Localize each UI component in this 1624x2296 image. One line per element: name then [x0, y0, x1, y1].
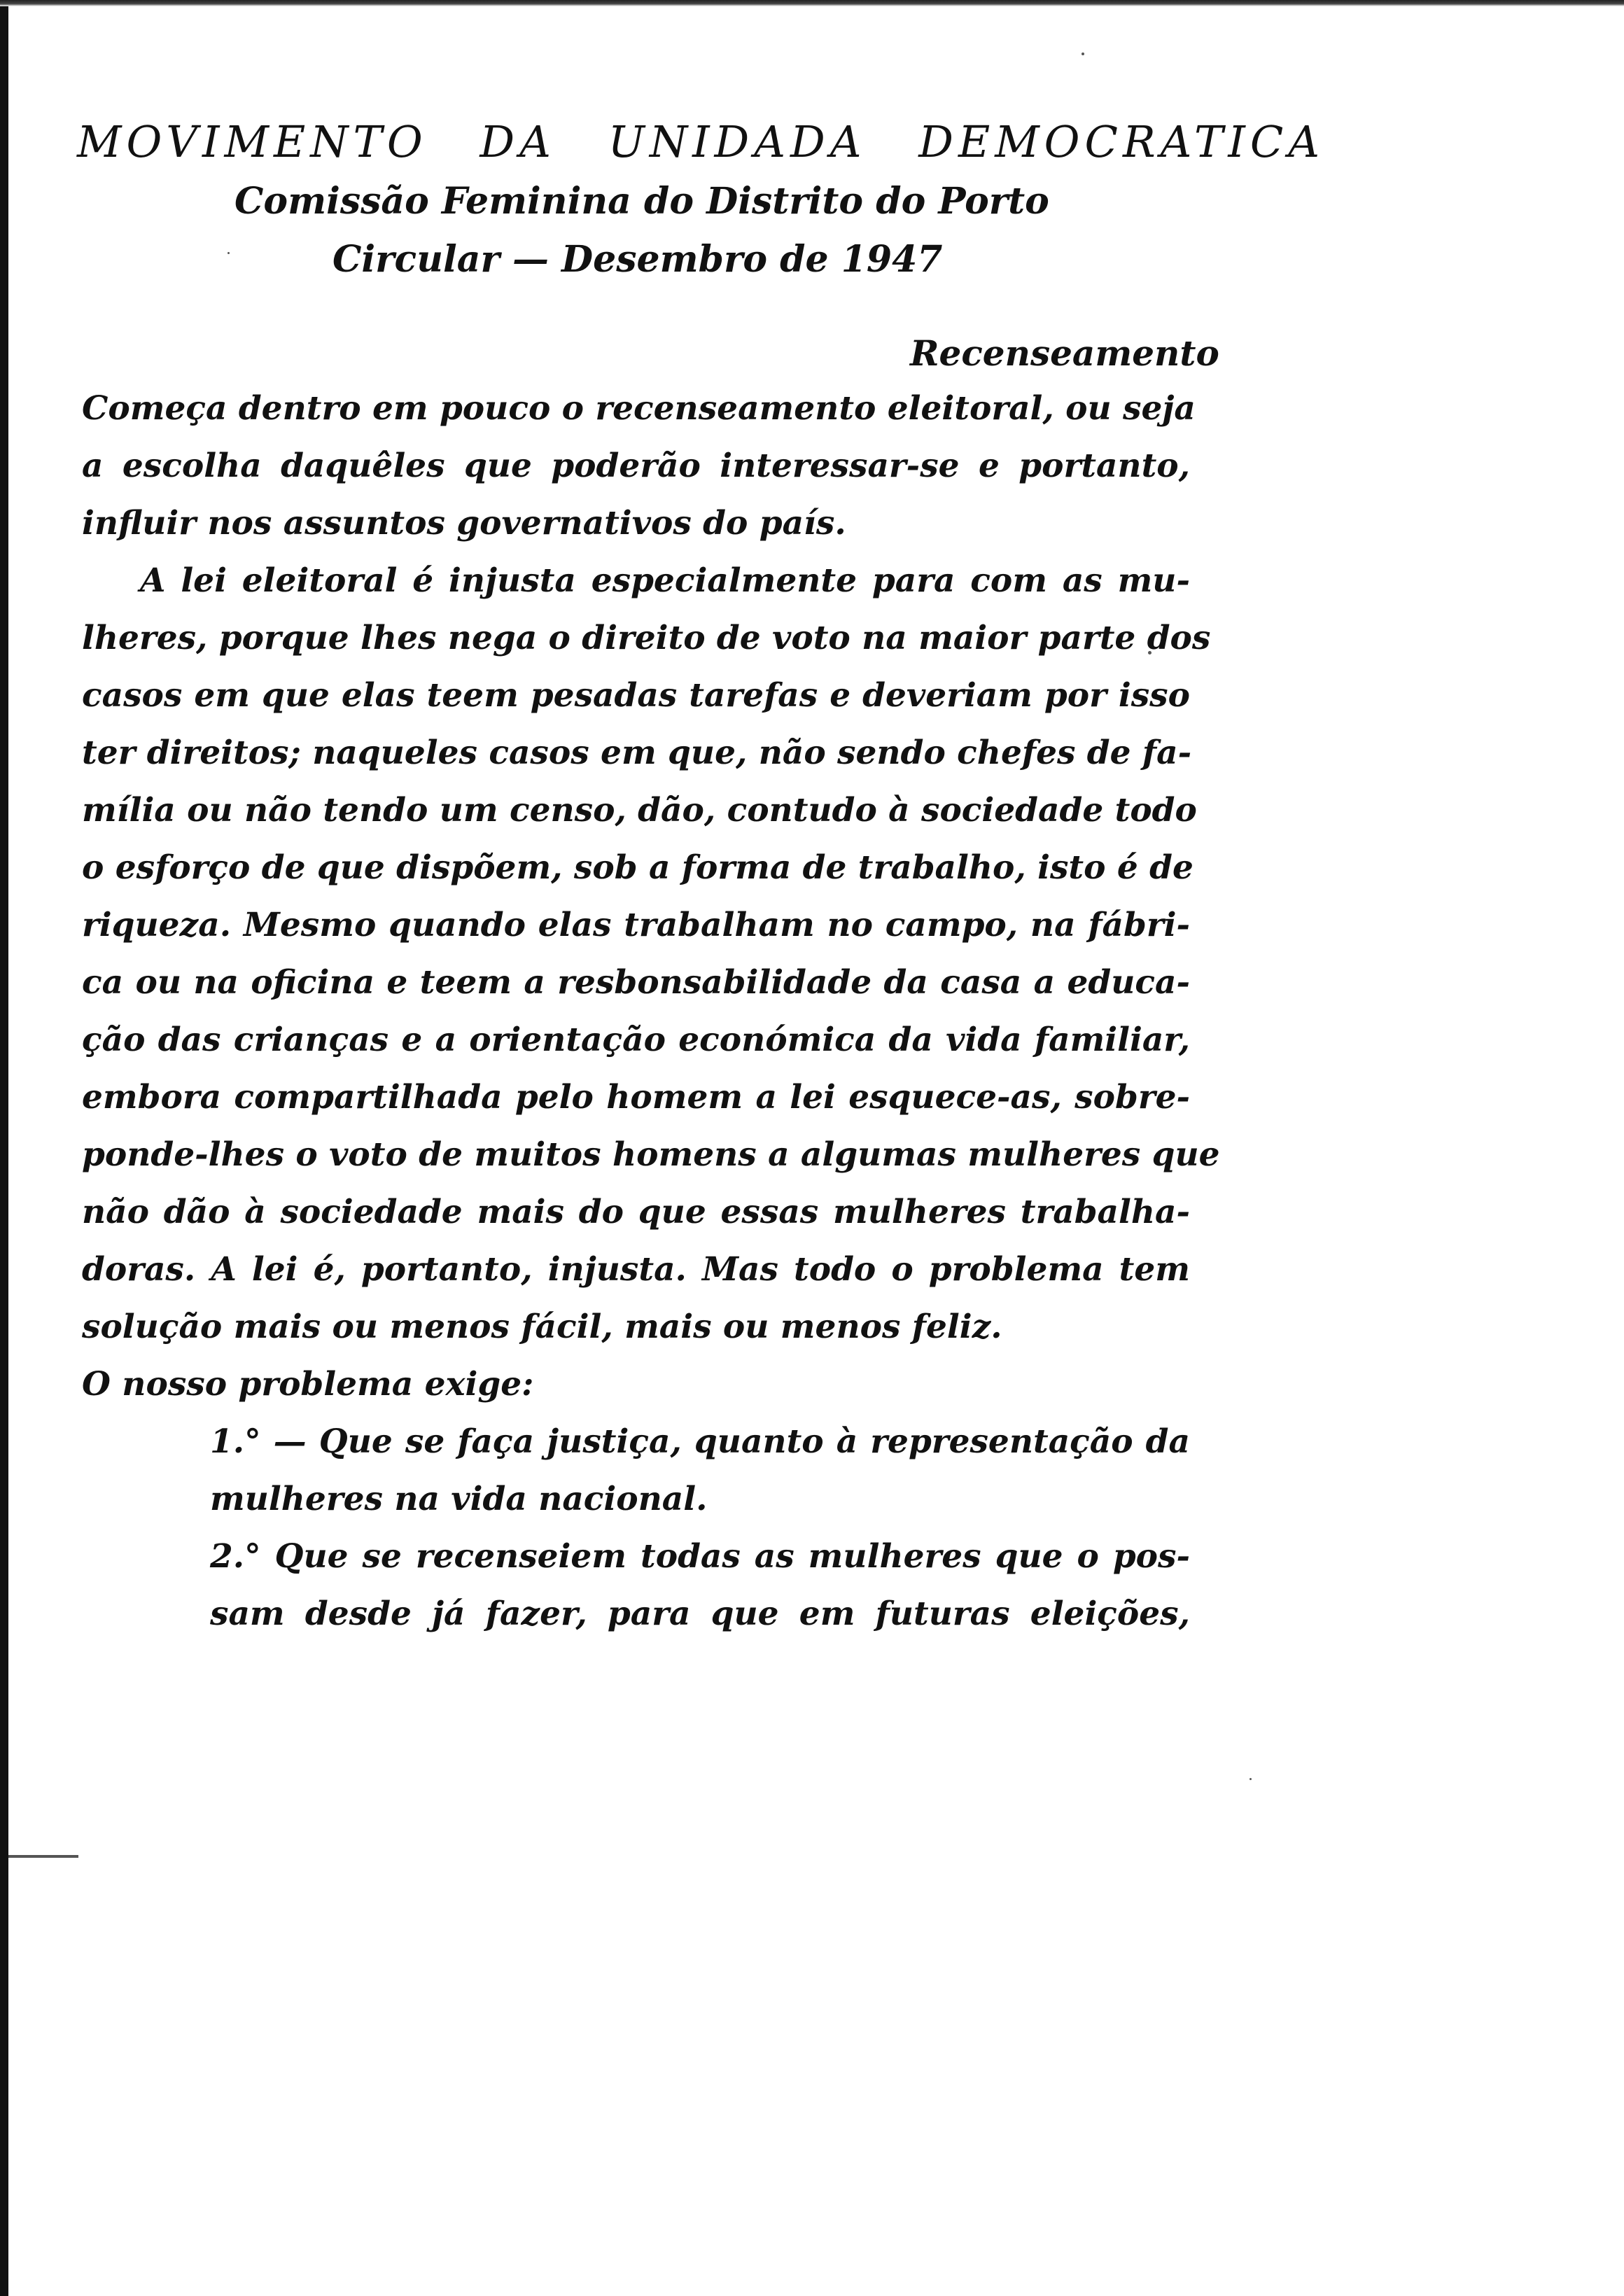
paragraph-line: mília ou não tendo um censo, dão, contudo à sociedade todo: [82, 791, 1197, 830]
commission-subtitle: Comissão Feminina do Distrito do Porto: [234, 180, 1049, 223]
paragraph-line: lheres, porque lhes nega o direito de voto na maior parte dos: [82, 619, 1211, 657]
paragraph-line: não dão à sociedade mais do que essas mulheres trabalha-: [82, 1193, 1190, 1231]
paragraph-line: A lei eleitoral é injusta especialmente para com as mu-: [140, 561, 1190, 600]
paragraph-line: o esforço de que dispõem, sob a forma de trabalho, isto é de: [82, 848, 1194, 887]
paragraph-line: ponde-lhes o voto de muitos homens a algumas mulheres que: [82, 1135, 1220, 1174]
circular-date-line: Circular — Desembro de 1947: [332, 238, 943, 281]
paragraph-line: doras. A lei é, portanto, injusta. Mas todo o problema tem: [82, 1250, 1190, 1289]
list-item-line: 2.° Que se recenseiem todas as mulheres que o pos-: [210, 1537, 1190, 1576]
paragraph-line: casos em que elas teem pesadas tarefas e deveriam por isso: [82, 676, 1190, 715]
list-item-line: mulheres na vida nacional.: [210, 1480, 708, 1518]
organization-title: MOVIMENTO DA UNIDADA DEMOCRATICA: [77, 116, 1325, 167]
list-item-line: sam desde já fazer, para que em futuras eleições,: [210, 1595, 1190, 1633]
paragraph-line: solução mais ou menos fácil, mais ou menos feliz.: [82, 1308, 1002, 1346]
paragraph-line: ção das crianças e a orientação económica da vida familiar,: [82, 1021, 1190, 1059]
paragraph-line: influir nos assuntos governativos do país.: [82, 504, 846, 542]
paragraph-line: embora compartilhada pelo homem a lei esquece-as, sobre-: [82, 1078, 1190, 1116]
list-item-line: 1.° — Que se faça justiça, quanto à representação da: [210, 1422, 1190, 1461]
paragraph-line: ca ou na oficina e teem a resbonsabilidade da casa a educa-: [82, 963, 1190, 1002]
paragraph-line: riqueza. Mesmo quando elas trabalham no campo, na fábri-: [82, 906, 1190, 944]
paragraph-line: Começa dentro em pouco o recenseamento eleitoral, ou seja: [82, 389, 1196, 428]
section-heading: Recenseamento: [910, 332, 1219, 374]
paragraph-line: a escolha daquêles que poderão interessar-se e portanto,: [82, 447, 1190, 485]
paragraph-line: ter direitos; naqueles casos em que, não sendo chefes de fa-: [82, 734, 1192, 772]
paragraph-line: O nosso problema exige:: [82, 1365, 534, 1404]
